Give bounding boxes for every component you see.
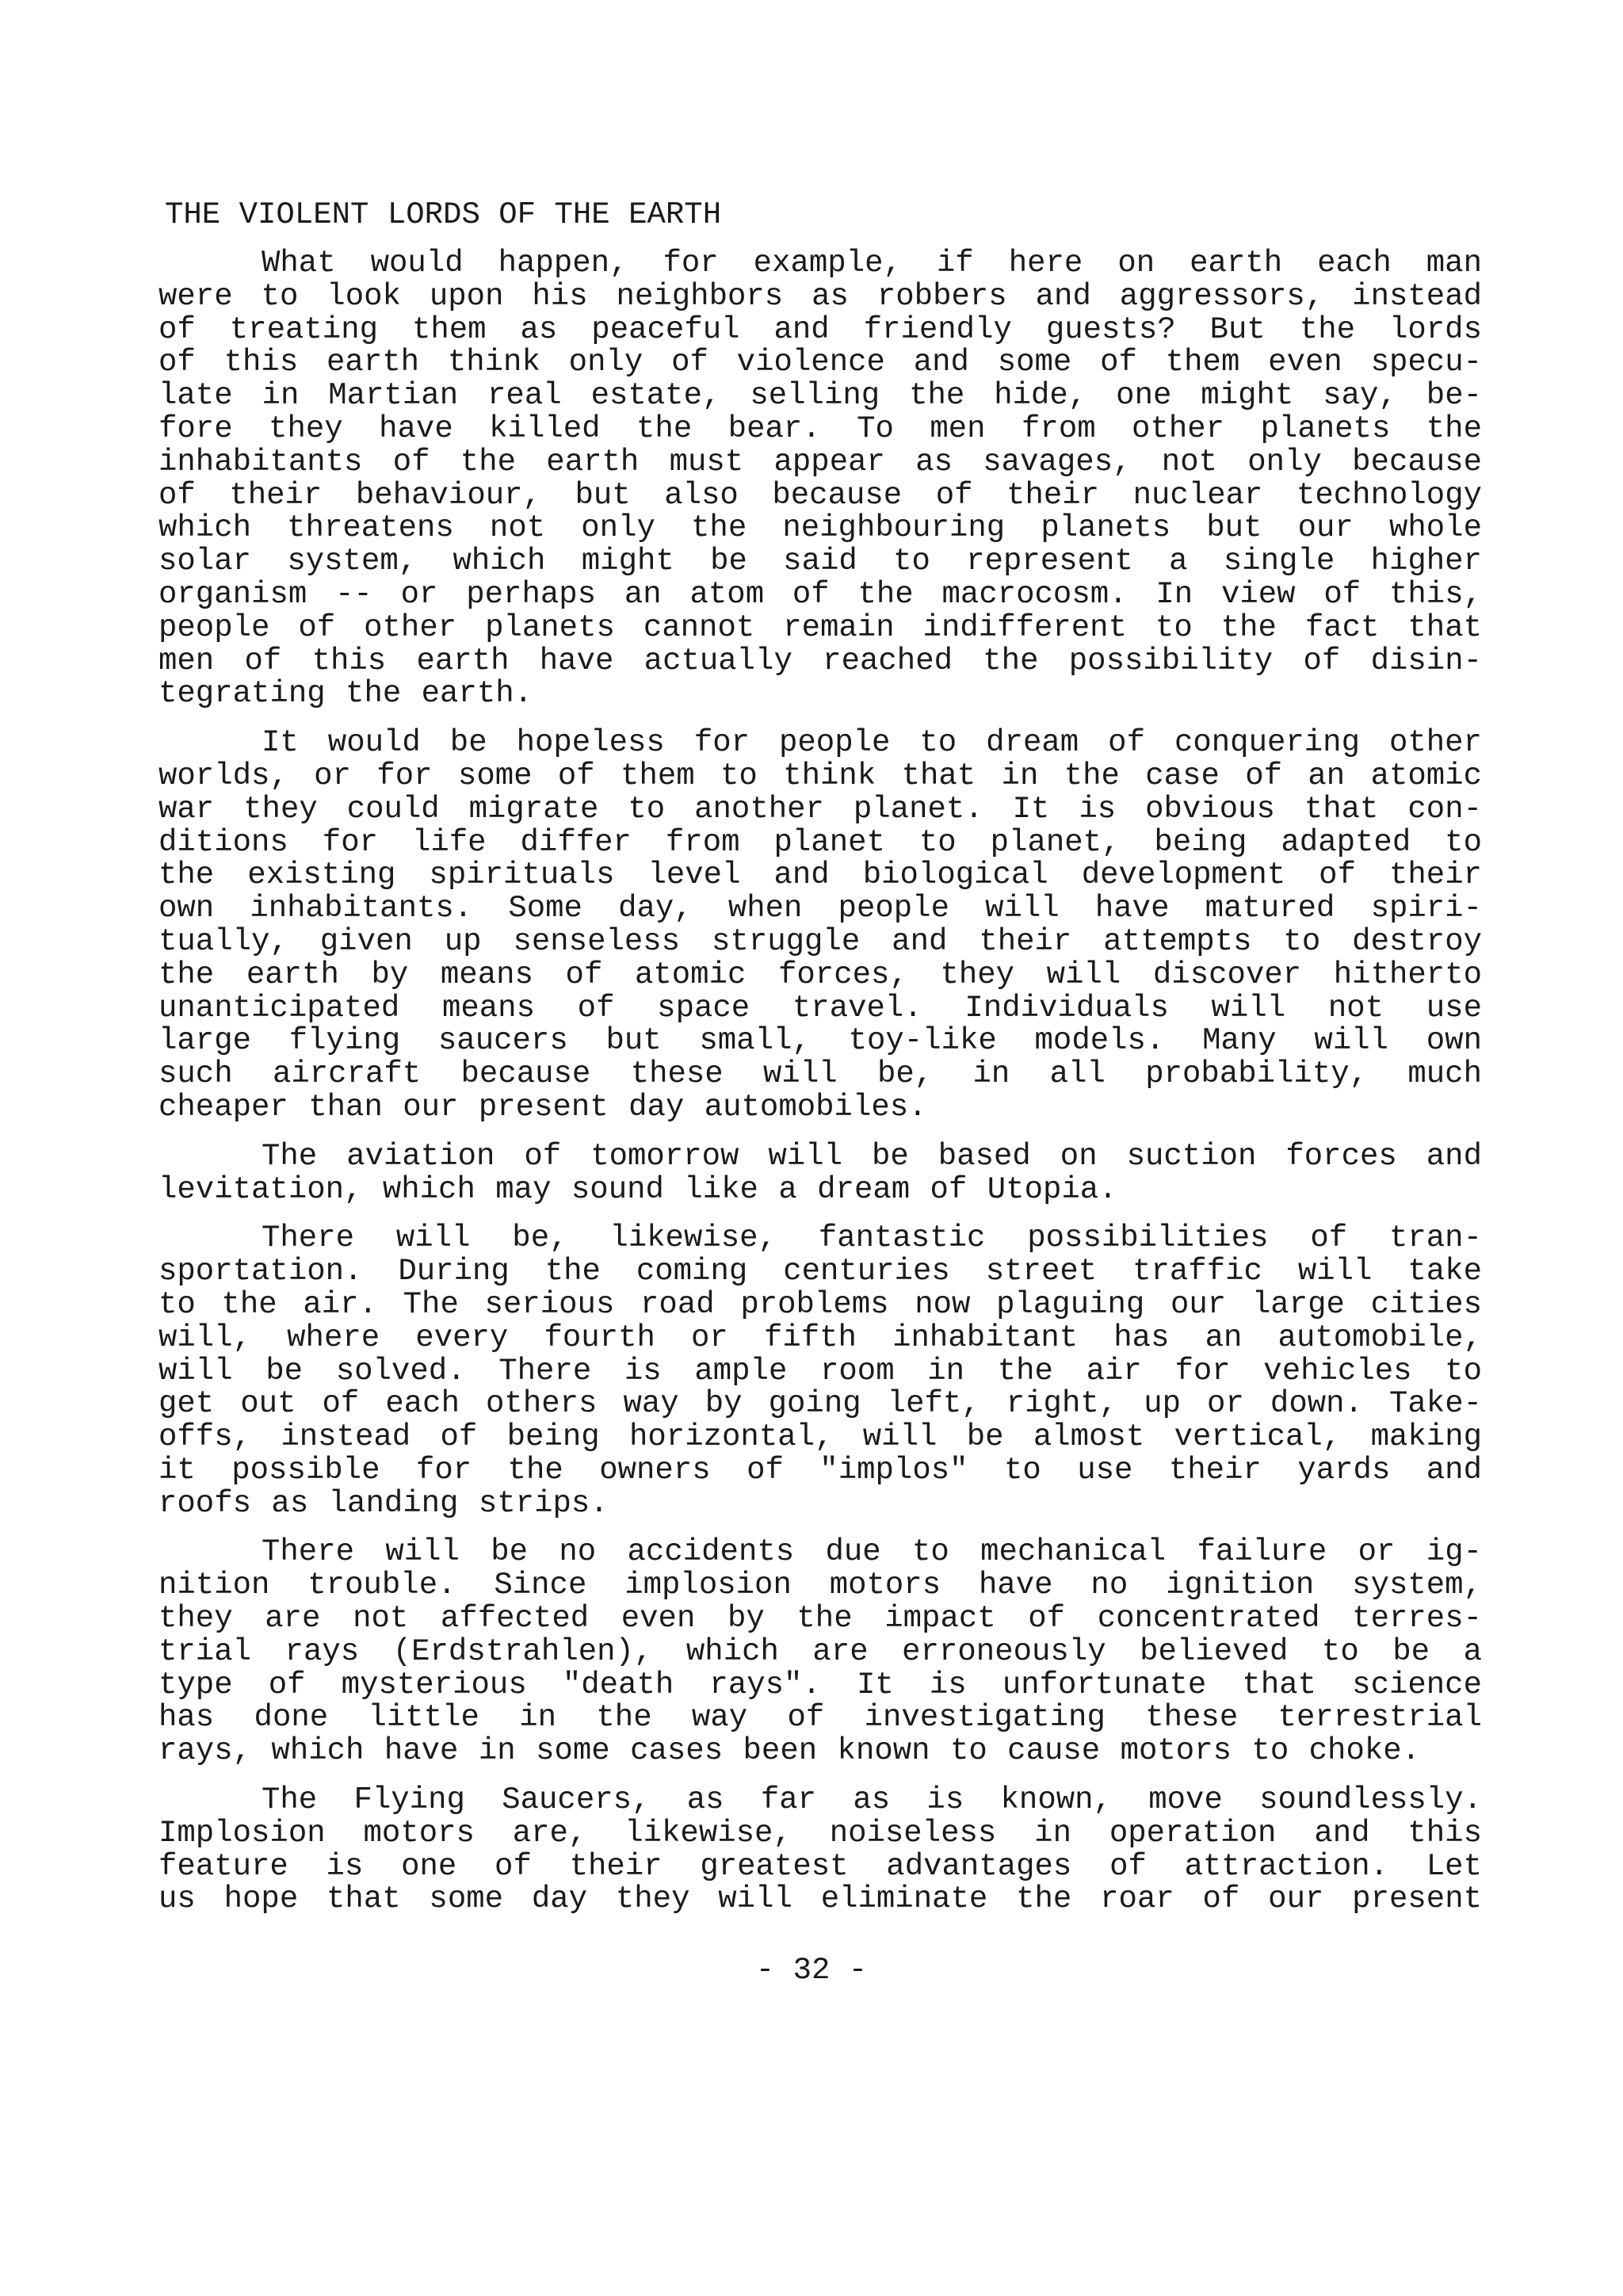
- page-number: - 32 -: [755, 1953, 868, 1988]
- text-line: to the air. The serious road problems now plaguing our large cities: [158, 1286, 1482, 1322]
- text-line: unanticipated means of space travel. Individuals will not use: [158, 990, 1482, 1026]
- text-line: tegrating the earth.: [158, 676, 533, 712]
- text-line: will, where every fourth or fifth inhabitant has an automobile,: [158, 1320, 1482, 1355]
- document-body: [158, 198, 1482, 1932]
- text-line: organism -- or perhaps an atom of the macrocosm. In view of this,: [158, 576, 1482, 612]
- text-line: The aviation of tomorrow will be based on suction forces and: [262, 1138, 1482, 1174]
- text-line: nition trouble. Since implosion motors have no ignition system,: [158, 1568, 1482, 1603]
- text-line: The Flying Saucers, as far as is known, move soundlessly.: [262, 1782, 1482, 1818]
- text-line: ditions for life differ from planet to planet, being adapted to: [158, 824, 1482, 860]
- paragraph: [158, 1222, 1482, 1520]
- text-line: get out of each others way by going left, right, up or down. Take-: [158, 1386, 1482, 1422]
- text-line: roofs as landing strips.: [158, 1485, 609, 1521]
- text-line: the earth by means of atomic forces, they will discover hitherto: [158, 957, 1482, 992]
- text-line: It would be hopeless for people to dream of conquering other: [262, 725, 1482, 761]
- paragraph: [158, 1536, 1482, 1768]
- text-line: worlds, or for some of them to think that in the case of an atomic: [158, 758, 1482, 793]
- text-line: inhabitants of the earth must appear as savages, not only because: [158, 444, 1482, 479]
- text-line: were to look upon his neighbors as robbers and aggressors, instead: [158, 278, 1482, 314]
- text-line: rays, which have in some cases been known to cause motors to choke.: [158, 1733, 1421, 1769]
- text-line: trial rays (Erdstrahlen), which are erroneously believed to be a: [158, 1633, 1482, 1669]
- text-line: war they could migrate to another planet. It is obvious that con-: [158, 791, 1482, 827]
- section-heading: THE VIOLENT LORDS OF THE EARTH: [165, 197, 722, 232]
- paragraph: [158, 727, 1482, 1125]
- paragraphs: [158, 247, 1482, 1916]
- text-line: There will be no accidents due to mechanical failure or ig-: [262, 1534, 1482, 1570]
- text-line: There will be, likewise, fantastic possibilities of tran-: [262, 1221, 1482, 1256]
- text-line: sportation. During the coming centuries street traffic will take: [158, 1254, 1482, 1289]
- text-line: type of mysterious "death rays". It is unfortunate that science: [158, 1667, 1482, 1702]
- text-line: cheaper than our present day automobiles.: [158, 1089, 927, 1125]
- text-line: What would happen, for example, if here on earth each man: [262, 246, 1482, 281]
- text-line: of their behaviour, but also because of their nuclear technology: [158, 477, 1482, 513]
- text-line: they are not affected even by the impact of concentrated terres-: [158, 1601, 1482, 1637]
- text-line: will be solved. There is ample room in the air for vehicles to: [158, 1353, 1482, 1389]
- text-line: which threatens not only the neighbouring planets but our whole: [158, 510, 1482, 546]
- text-line: has done little in the way of investigating these terrestrial: [158, 1700, 1482, 1736]
- text-line: own inhabitants. Some day, when people will have matured spiri-: [158, 891, 1482, 926]
- text-line: us hope that some day they will eliminate the roar of our present: [158, 1881, 1482, 1917]
- text-line: levitation, which may sound like a dream of Utopia.: [158, 1171, 1117, 1207]
- text-line: of treating them as peaceful and friendly guests? But the lords: [158, 311, 1482, 347]
- text-line: it possible for the owners of "implos" to use their yards and: [158, 1452, 1482, 1488]
- text-line: feature is one of their greatest advantages of attraction. Let: [158, 1848, 1482, 1884]
- paragraph: [158, 1784, 1482, 1916]
- text-line: of this earth think only of violence and some of them even specu-: [158, 345, 1482, 380]
- text-line: late in Martian real estate, selling the hide, one might say, be-: [158, 378, 1482, 414]
- text-line: solar system, which might be said to represent a single higher: [158, 544, 1482, 579]
- text-line: offs, instead of being horizontal, will be almost vertical, making: [158, 1419, 1482, 1455]
- text-line: Implosion motors are, likewise, noiseless in operation and this: [158, 1815, 1482, 1851]
- text-line: such aircraft because these will be, in all probability, much: [158, 1056, 1482, 1092]
- text-line: the existing spirituals level and biological development of their: [158, 858, 1482, 893]
- text-line: large flying saucers but small, toy-like models. Many will own: [158, 1023, 1482, 1059]
- text-line: tually, given up senseless struggle and their attempts to destroy: [158, 923, 1482, 959]
- text-line: men of this earth have actually reached the possibility of disin-: [158, 643, 1482, 678]
- paragraph: [158, 247, 1482, 711]
- paragraph: [158, 1140, 1482, 1207]
- text-line: fore they have killed the bear. To men from other planets the: [158, 411, 1482, 446]
- text-line: people of other planets cannot remain indifferent to the fact that: [158, 609, 1482, 645]
